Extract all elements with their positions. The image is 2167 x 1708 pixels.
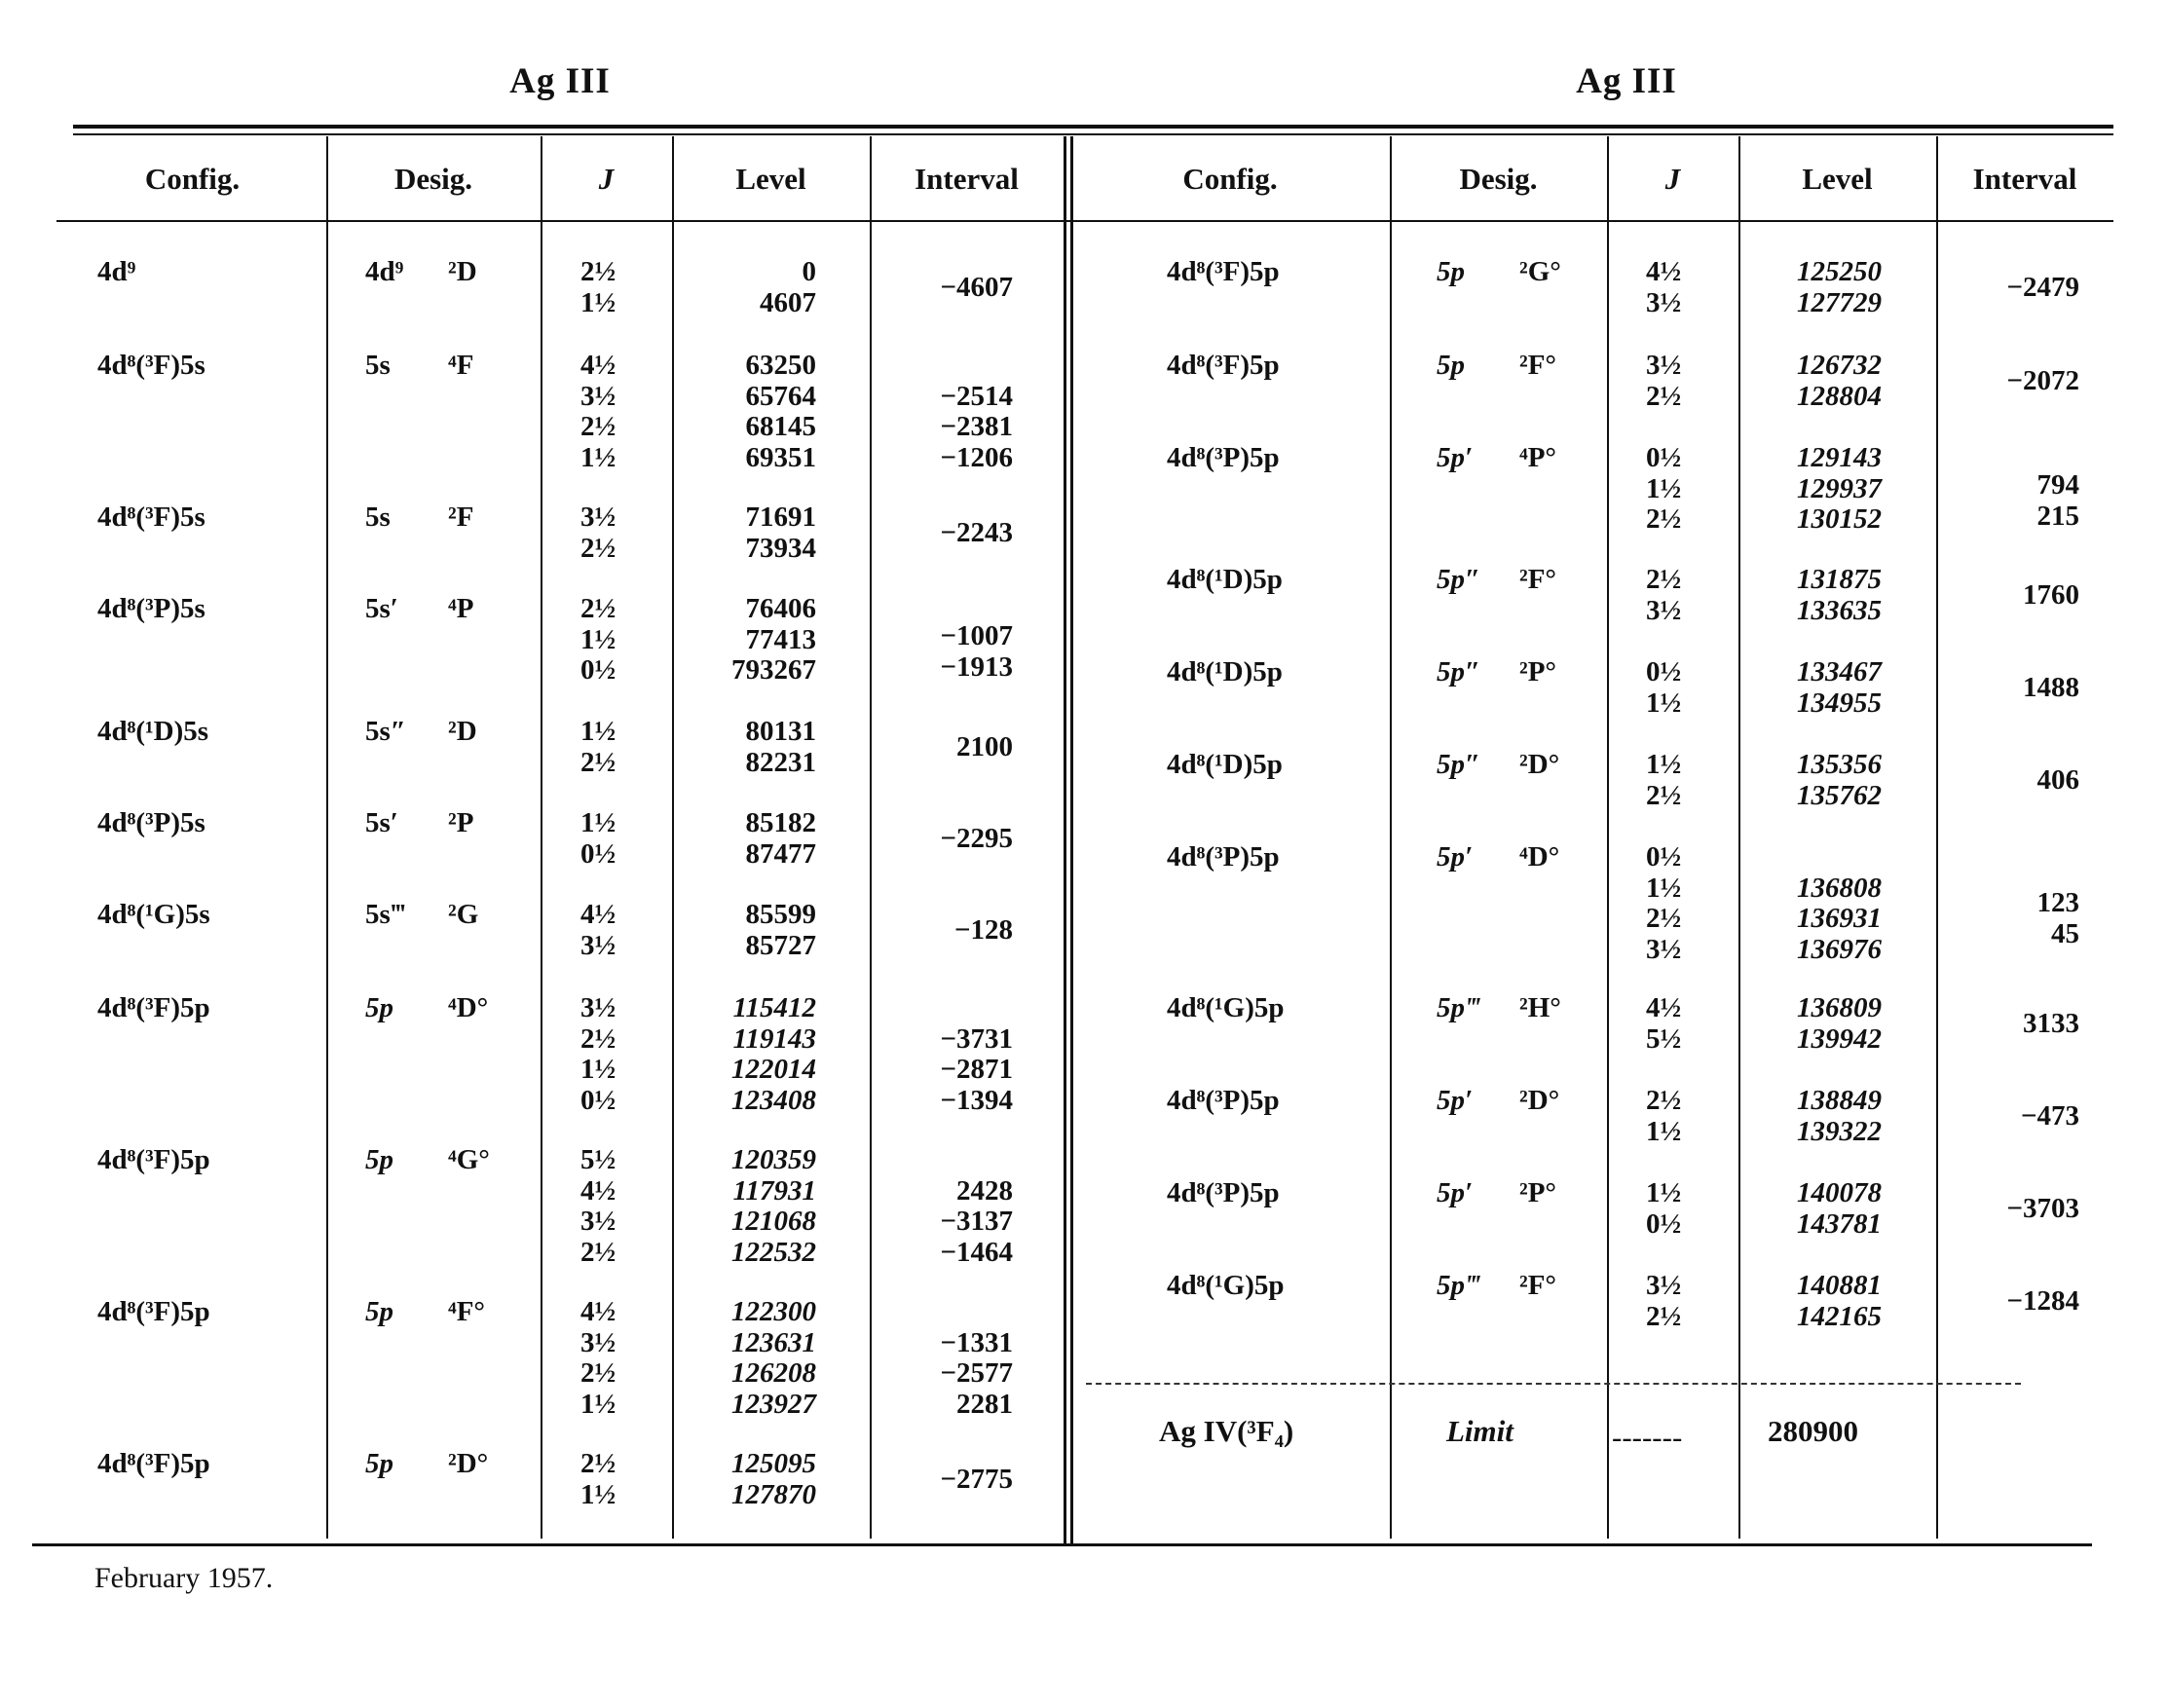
level-value: 76406 <box>745 593 816 624</box>
desig-cell: 5s <box>365 350 391 381</box>
interval-value: −2514 <box>940 380 1013 412</box>
level-value: 85599 <box>745 899 816 930</box>
desig-cell: 5p <box>365 1296 393 1327</box>
j-value: 2½ <box>1646 503 1682 535</box>
j-value: 2½ <box>580 1448 616 1479</box>
interval-value: 2428 <box>956 1174 1013 1207</box>
term-cell: ⁴F° <box>448 1296 486 1327</box>
level-value: 136931 <box>1797 903 1882 934</box>
level-value: 85182 <box>745 807 816 838</box>
interval-value: 1488 <box>2023 671 2079 703</box>
column-divider <box>1390 136 1392 1539</box>
level-value: 122300 <box>731 1296 816 1327</box>
level-value: 139942 <box>1797 1022 1882 1055</box>
interval-value: −2295 <box>940 822 1013 854</box>
config-cell: 4d⁸(³F)5p <box>97 1448 210 1479</box>
desig-cell: 5p‴ <box>1437 992 1481 1023</box>
level-value: 136809 <box>1797 992 1882 1023</box>
level-value: 126732 <box>1797 350 1882 381</box>
level-value: 123927 <box>731 1388 816 1420</box>
config-cell: 4d⁸(¹D)5p <box>1167 564 1283 595</box>
desig-cell: 5p′ <box>1437 1177 1474 1208</box>
interval-value: −2479 <box>2006 271 2079 303</box>
column-header-config: Config. <box>1182 162 1278 196</box>
desig-cell: 5p′ <box>1437 442 1474 473</box>
level-value: 135762 <box>1797 779 1882 811</box>
j-value: 2½ <box>1646 1300 1682 1332</box>
interval-value: −1007 <box>940 620 1013 652</box>
term-cell: ²G° <box>1519 256 1561 287</box>
level-value: 136976 <box>1797 933 1882 965</box>
desig-cell: 5p″ <box>1437 656 1481 687</box>
limit-j: ------- <box>1612 1420 1683 1454</box>
level-value: 138849 <box>1797 1085 1882 1116</box>
j-value: 2½ <box>580 1236 616 1268</box>
level-value: 82231 <box>745 746 816 778</box>
desig-cell: 5p″ <box>1437 749 1481 780</box>
desig-cell: 5s‴ <box>365 899 406 930</box>
j-value: 4½ <box>580 1296 616 1327</box>
config-cell: 4d⁸(¹D)5p <box>1167 749 1283 780</box>
interval-value: −3137 <box>940 1206 1013 1237</box>
level-value: 134955 <box>1797 687 1882 719</box>
level-value: 143781 <box>1797 1207 1882 1240</box>
config-cell: 4d⁸(³P)5p <box>1167 841 1280 873</box>
j-value: 0½ <box>1646 442 1682 473</box>
j-value: 3½ <box>580 1206 616 1237</box>
j-value: 4½ <box>1646 992 1682 1023</box>
column-header-config: Config. <box>144 162 241 196</box>
j-value: 1½ <box>580 1388 616 1420</box>
level-value: 135356 <box>1797 749 1882 780</box>
interval-value: −4607 <box>940 271 1013 303</box>
interval-value: 2281 <box>956 1388 1013 1420</box>
column-header-desig: Desig. <box>1459 162 1538 196</box>
term-cell: ²F <box>448 501 474 533</box>
desig-cell: 5s′ <box>365 807 398 838</box>
j-value: 2½ <box>1646 779 1682 811</box>
j-value: 3½ <box>1646 350 1682 381</box>
j-value: 3½ <box>1646 594 1682 626</box>
level-value: 133635 <box>1797 594 1882 626</box>
level-value: 131875 <box>1797 564 1882 595</box>
config-cell: 4d⁸(³P)5s <box>97 593 205 624</box>
j-value: 3½ <box>580 380 616 412</box>
level-value: 128804 <box>1797 380 1882 412</box>
j-value: 5½ <box>1646 1022 1682 1055</box>
term-cell: ⁴D° <box>448 992 489 1023</box>
j-value: 2½ <box>1646 380 1682 412</box>
config-cell: 4d⁸(³P)5p <box>1167 1085 1280 1116</box>
column-header-level: Level <box>735 162 806 196</box>
level-value: 71691 <box>745 501 816 533</box>
j-value: 1½ <box>1646 872 1682 904</box>
interval-value: −3703 <box>2006 1192 2079 1224</box>
interval-value: −473 <box>2020 1099 2079 1132</box>
j-value: 3½ <box>580 992 616 1023</box>
j-value: 2½ <box>1646 564 1682 595</box>
j-value: 4½ <box>580 350 616 381</box>
level-value: 4607 <box>760 286 816 318</box>
left-table-title: Ag III <box>509 61 611 101</box>
interval-value: −1464 <box>940 1236 1013 1268</box>
j-value: 1½ <box>1646 1177 1682 1208</box>
interval-value: −2381 <box>940 411 1013 442</box>
config-cell: 4d⁸(¹G)5p <box>1167 1270 1285 1301</box>
interval-value: −2072 <box>2006 364 2079 396</box>
footer-date: February 1957. <box>94 1562 274 1594</box>
bottom-rule <box>32 1543 2092 1546</box>
level-value: 136808 <box>1797 872 1882 904</box>
interval-value: −1284 <box>2006 1284 2079 1317</box>
j-value: 2½ <box>580 532 616 564</box>
level-value: 125095 <box>731 1448 816 1479</box>
j-value: 2½ <box>580 1357 616 1389</box>
level-value: 120359 <box>731 1144 816 1175</box>
j-value: 2½ <box>580 256 616 287</box>
column-divider <box>1070 136 1073 1543</box>
config-cell: 4d⁸(¹G)5p <box>1167 992 1285 1023</box>
term-cell: ⁴P° <box>1519 442 1557 473</box>
term-cell: ²D° <box>448 1448 489 1479</box>
interval-value: 45 <box>2051 917 2079 949</box>
j-value: 1½ <box>580 1478 616 1510</box>
level-value: 119143 <box>732 1022 816 1055</box>
term-cell: ²F° <box>1519 350 1557 381</box>
level-value: 793267 <box>731 654 816 686</box>
level-value: 122014 <box>731 1054 816 1085</box>
config-cell: 4d⁸(³P)5p <box>1167 442 1280 473</box>
term-cell: ⁴D° <box>1519 841 1560 873</box>
desig-cell: 5s <box>365 501 391 533</box>
column-header-interval: Interval <box>915 162 1019 196</box>
term-cell: ⁴G° <box>448 1144 490 1175</box>
interval-value: 215 <box>2036 500 2079 532</box>
limit-config: Ag IV(³F₄) <box>1159 1414 1294 1448</box>
interval-value: −2871 <box>940 1054 1013 1085</box>
term-cell: ²P <box>448 807 474 838</box>
desig-cell: 5p <box>365 1144 393 1175</box>
config-cell: 4d⁹ <box>97 256 136 287</box>
level-value: 80131 <box>745 716 816 747</box>
column-divider <box>1064 136 1066 1543</box>
column-divider <box>541 136 542 1539</box>
desig-cell: 5s′ <box>365 593 398 624</box>
term-cell: ²D° <box>1519 1085 1560 1116</box>
config-cell: 4d⁸(¹D)5s <box>97 716 209 747</box>
interval-value: −1394 <box>940 1084 1013 1116</box>
config-cell: 4d⁸(³F)5s <box>97 501 205 533</box>
j-value: 3½ <box>580 501 616 533</box>
j-value: 2½ <box>1646 1085 1682 1116</box>
interval-value: 1760 <box>2023 578 2079 611</box>
level-value: 122532 <box>731 1236 816 1268</box>
term-cell: ²P° <box>1519 1177 1557 1208</box>
j-value: 2½ <box>580 411 616 442</box>
j-value: 0½ <box>1646 656 1682 687</box>
column-header-j: J <box>1664 162 1681 196</box>
level-value: 123631 <box>731 1326 816 1358</box>
level-value: 77413 <box>745 623 816 655</box>
level-value: 69351 <box>745 441 816 473</box>
j-value: 3½ <box>1646 1270 1682 1301</box>
level-value: 129143 <box>1797 442 1882 473</box>
desig-cell: 5p <box>365 992 393 1023</box>
j-value: 1½ <box>1646 472 1682 504</box>
interval-value: −3731 <box>940 1022 1013 1055</box>
config-cell: 4d⁸(¹D)5p <box>1167 656 1283 687</box>
interval-value: 2100 <box>956 730 1013 762</box>
config-cell: 4d⁸(¹G)5s <box>97 899 210 930</box>
column-header-interval: Interval <box>1972 162 2077 196</box>
desig-cell: 5p <box>1437 256 1465 287</box>
interval-value: −2775 <box>940 1463 1013 1495</box>
header-rule <box>56 220 2113 222</box>
level-value: 115412 <box>732 992 816 1023</box>
top-rule <box>73 125 2113 129</box>
term-cell: ²D° <box>1519 749 1560 780</box>
j-value: 4½ <box>580 1174 616 1207</box>
level-value: 121068 <box>731 1206 816 1237</box>
level-value: 140078 <box>1797 1177 1882 1208</box>
desig-cell: 5p′ <box>1437 841 1474 873</box>
j-value: 1½ <box>580 716 616 747</box>
j-value: 4½ <box>580 899 616 930</box>
interval-value: −1206 <box>940 441 1013 473</box>
j-value: 1½ <box>1646 687 1682 719</box>
column-header-level: Level <box>1802 162 1873 196</box>
term-cell: ²H° <box>1519 992 1561 1023</box>
level-value: 139322 <box>1797 1115 1882 1147</box>
term-cell: ²D <box>448 716 477 747</box>
j-value: 0½ <box>580 1084 616 1116</box>
desig-cell: 5p″ <box>1437 564 1481 595</box>
desig-cell: 5p′ <box>1437 1085 1474 1116</box>
j-value: 0½ <box>580 654 616 686</box>
interval-value: 794 <box>2036 469 2079 501</box>
term-cell: ⁴P <box>448 593 474 624</box>
config-cell: 4d⁸(³F)5p <box>97 992 210 1023</box>
level-value: 73934 <box>745 532 816 564</box>
level-value: 126208 <box>731 1357 816 1389</box>
j-value: 1½ <box>580 623 616 655</box>
level-value: 127729 <box>1797 286 1882 318</box>
level-value: 123408 <box>731 1084 816 1116</box>
term-cell: ²P° <box>1519 656 1557 687</box>
desig-cell: 5s″ <box>365 716 406 747</box>
desig-cell: 5p‴ <box>1437 1270 1481 1301</box>
column-header-desig: Desig. <box>393 162 473 196</box>
interval-value: 123 <box>2036 887 2079 919</box>
level-value: 129937 <box>1797 472 1882 504</box>
interval-value: −2577 <box>940 1357 1013 1389</box>
config-cell: 4d⁸(³F)5p <box>1167 256 1280 287</box>
config-cell: 4d⁸(³F)5p <box>1167 350 1280 381</box>
column-divider <box>672 136 674 1539</box>
j-value: 1½ <box>580 807 616 838</box>
level-value: 85727 <box>745 929 816 961</box>
level-value: 63250 <box>745 350 816 381</box>
level-value: 133467 <box>1797 656 1882 687</box>
top-rule-thin <box>73 133 2113 135</box>
config-cell: 4d⁸(³F)5p <box>97 1296 210 1327</box>
j-value: 1½ <box>580 286 616 318</box>
j-value: 4½ <box>1646 256 1682 287</box>
level-value: 87477 <box>745 837 816 870</box>
j-value: 1½ <box>580 441 616 473</box>
config-cell: 4d⁸(³P)5s <box>97 807 205 838</box>
right-table-title: Ag III <box>1576 61 1677 101</box>
interval-value: −1331 <box>940 1326 1013 1358</box>
column-header-j: J <box>598 162 615 196</box>
interval-value: 3133 <box>2023 1007 2079 1039</box>
j-value: 3½ <box>1646 933 1682 965</box>
j-value: 3½ <box>580 1326 616 1358</box>
j-value: 3½ <box>580 929 616 961</box>
level-value: 65764 <box>745 380 816 412</box>
limit-label: Limit <box>1446 1414 1513 1448</box>
term-cell: ⁴F <box>448 350 474 381</box>
interval-value: 406 <box>2036 763 2079 796</box>
term-cell: ²F° <box>1519 564 1557 595</box>
level-value: 117931 <box>732 1174 816 1207</box>
level-value: 140881 <box>1797 1270 1882 1301</box>
j-value: 5½ <box>580 1144 616 1175</box>
desig-cell: 5p <box>365 1448 393 1479</box>
level-value: 127870 <box>731 1478 816 1510</box>
level-value: 68145 <box>745 411 816 442</box>
column-divider <box>1607 136 1609 1539</box>
limit-level: 280900 <box>1768 1414 1858 1448</box>
j-value: 0½ <box>580 837 616 870</box>
interval-value: −1913 <box>940 650 1013 683</box>
j-value: 2½ <box>580 746 616 778</box>
j-value: 2½ <box>1646 903 1682 934</box>
level-value: 142165 <box>1797 1300 1882 1332</box>
term-cell: ²D <box>448 256 477 287</box>
desig-cell: 4d⁹ <box>365 256 404 287</box>
level-value: 125250 <box>1797 256 1882 287</box>
j-value: 3½ <box>1646 286 1682 318</box>
limit-separator <box>1086 1383 2021 1385</box>
term-cell: ²F° <box>1519 1270 1557 1301</box>
config-cell: 4d⁸(³F)5p <box>97 1144 210 1175</box>
level-value: 0 <box>802 256 816 287</box>
j-value: 0½ <box>1646 841 1682 873</box>
j-value: 1½ <box>1646 1115 1682 1147</box>
column-divider <box>1738 136 1740 1539</box>
j-value: 1½ <box>580 1054 616 1085</box>
interval-value: −2243 <box>940 516 1013 548</box>
column-divider <box>326 136 328 1539</box>
config-cell: 4d⁸(³F)5s <box>97 350 205 381</box>
term-cell: ²G <box>448 899 479 930</box>
j-value: 2½ <box>580 593 616 624</box>
level-value: 130152 <box>1797 503 1882 535</box>
j-value: 1½ <box>1646 749 1682 780</box>
column-divider <box>1936 136 1938 1539</box>
config-cell: 4d⁸(³P)5p <box>1167 1177 1280 1208</box>
desig-cell: 5p <box>1437 350 1465 381</box>
j-value: 2½ <box>580 1022 616 1055</box>
j-value: 0½ <box>1646 1207 1682 1240</box>
interval-value: −128 <box>953 913 1013 946</box>
